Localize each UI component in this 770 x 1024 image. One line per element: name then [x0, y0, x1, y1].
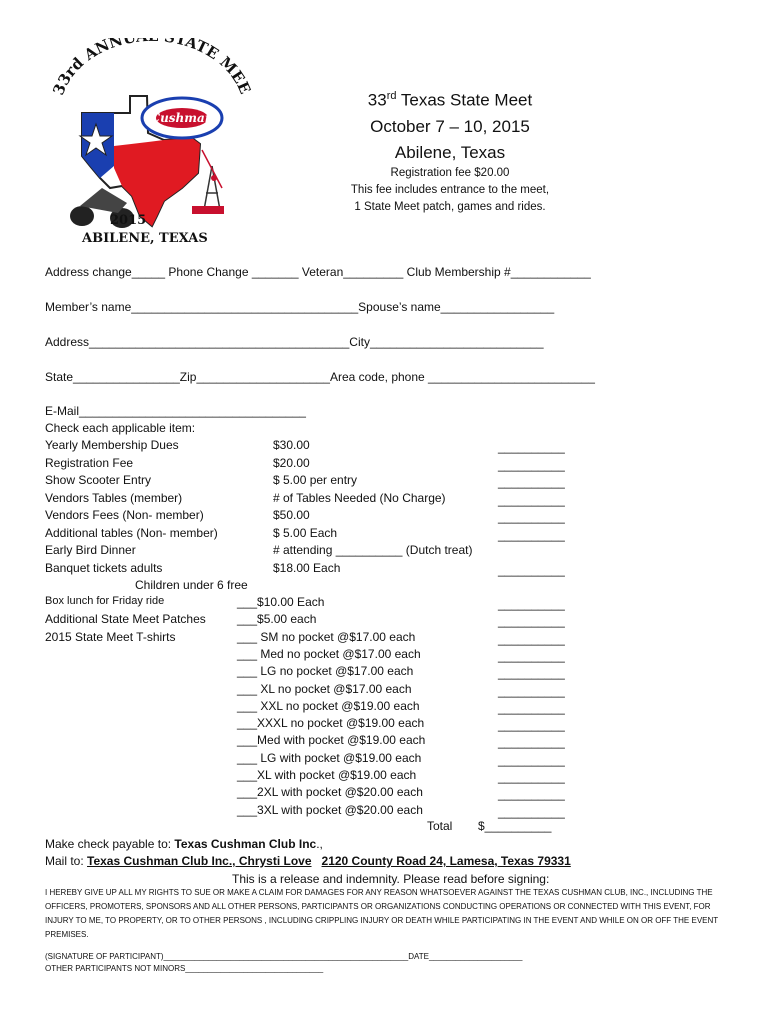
mail-line: Mail to: Texas Cushman Club Inc., Chrysti Love 2120 County Road 24, Lamesa, Texas 79331 [45, 854, 571, 868]
logo-graphic [52, 38, 252, 253]
total-field[interactable]: $__________ [478, 819, 552, 833]
item-label: Vendors Tables (member) [45, 490, 183, 505]
meet-dates: October 7 – 10, 2015 [370, 117, 530, 136]
fee-note: This fee includes entrance to the meet, [350, 184, 550, 196]
logo-year: 2015 [110, 213, 147, 228]
svg-text:33rd ANNUAL STATE MEET [52, 38, 252, 98]
item-label: Registration Fee [45, 455, 134, 470]
item-price: $ 5.00 Each [273, 525, 338, 540]
item-label: Vendors Fees (Non- member) [45, 508, 204, 522]
item-price: ___ XXL no pocket @$19.00 each [237, 698, 420, 713]
state-meet-logo [52, 38, 252, 253]
item-label: Yearly Membership Dues [45, 438, 179, 452]
item-label: Additional tables (Non- member) [45, 525, 218, 540]
item-amount-field[interactable]: __________ [498, 510, 565, 524]
item-amount-field[interactable]: __________ [498, 492, 565, 507]
item-price: ___ XL no pocket @$17.00 each [237, 681, 412, 696]
item-amount-field[interactable]: __________ [498, 440, 565, 454]
fee-includes: 1 State Meet patch, games and rides. [354, 201, 546, 213]
waiver-text: I HEREBY GIVE UP ALL MY RIGHTS TO SUE OR MAKE A CLAIM FOR DAMAGES FOR ANY REASON WHATSOEVER AGAINST THE TEXAS CUSHMAN CLUB, INC., INCLUDING THE OFFICERS, PROMOTERS, SPONSORS AND ALL OTHER PERSONS, PARTICIPANTS OR ORGANIZATIONS CONDUCTING OPERATIONS OR CONNECTED WITH THIS EVENT, FOR INJURY TO ME, TO PROPERTY, OR TO OTHER PERSONS , INCLUDING CRIPPLING INJURY OR DEATH WHILE PARTICIPATING IN THE EVENT AND WHILE ON OR OFF THE EVENT PREMISES. [45, 888, 719, 939]
item-amount-field[interactable]: __________ [498, 457, 565, 472]
item-price: # of Tables Needed (No Charge) [273, 490, 446, 505]
item-price: ___ LG no pocket @$17.00 each [237, 664, 414, 679]
item-price: ___Med with pocket @$19.00 each [237, 733, 426, 748]
item-amount-field[interactable]: __________ [498, 804, 565, 819]
logo-place: ABILENE, TEXAS [82, 231, 208, 246]
item-amount-field[interactable]: __________ [498, 648, 565, 663]
signature-line[interactable]: (SIGNATURE OF PARTICIPANT)_______________________________________________________DATE_____________________ [45, 952, 523, 961]
item-price: ___3XL with pocket @$20.00 each [237, 802, 423, 817]
registration-fee: Registration fee $20.00 [390, 167, 510, 179]
item-price: ___XXXL no pocket @$19.00 each [237, 716, 425, 731]
item-price: ___$5.00 each [237, 612, 317, 627]
item-amount-field[interactable]: __________ [498, 787, 565, 802]
item-amount-field[interactable]: __________ [498, 527, 565, 542]
item-price: $30.00 [273, 438, 310, 452]
row-names[interactable]: Member’s name__________________________________Spouse’s name_________________ [45, 300, 555, 314]
item-amount-field[interactable]: __________ [498, 614, 565, 629]
logo-arc-text: 3rd ANNU TATE ME [54, 38, 249, 89]
release-heading: This is a release and indemnity. Please read before signing: [232, 872, 550, 886]
item-amount-field[interactable]: __________ [498, 752, 565, 767]
item-price: $50.00 [273, 508, 310, 522]
windmill-icon [202, 150, 222, 210]
item-amount-field[interactable]: __________ [498, 718, 565, 733]
item-amount-field[interactable]: __________ [498, 683, 565, 698]
item-price: ___ LG with pocket @$19.00 each [237, 750, 422, 765]
item-amount-field[interactable]: __________ [498, 475, 565, 489]
item-price: ___ SM no pocket @$17.00 each [237, 629, 416, 644]
item-price: ___$10.00 Each [237, 595, 325, 609]
item-amount-field[interactable]: __________ [498, 735, 565, 750]
meet-city: Abilene, Texas [394, 143, 506, 162]
item-label: 2015 State Meet T-shirts [45, 629, 176, 644]
item-price: $18.00 Each [273, 560, 341, 575]
pumpjack-icon [192, 206, 224, 214]
item-label: Additional State Meet Patches [45, 612, 206, 627]
email-field[interactable]: E-Mail__________________________________ [45, 404, 306, 418]
item-amount-field[interactable]: __________ [498, 631, 565, 646]
item-label: Show Scooter Entry [45, 473, 152, 487]
total-label: Total [427, 819, 453, 833]
row-address[interactable]: Address_______________________________________City__________________________ [45, 335, 544, 349]
item-price: $20.00 [273, 455, 310, 470]
item-amount-field[interactable]: __________ [498, 597, 565, 611]
item-price: ___XL with pocket @$19.00 each [237, 768, 417, 782]
item-amount-field[interactable]: __________ [498, 562, 565, 577]
meet-title: 33rd Texas State Meet [367, 90, 533, 110]
check-instructions: Check each applicable item: [45, 421, 196, 435]
item-price: # attending __________ (Dutch treat) [273, 543, 473, 557]
payable-line: Make check payable to: Texas Cushman Club Inc., [45, 837, 323, 851]
item-price: ___ Med no pocket @$17.00 each [237, 646, 421, 661]
item-price: ___2XL with pocket @$20.00 each [237, 785, 423, 800]
item-price: $ 5.00 per entry [273, 473, 358, 487]
item-label: Early Bird Dinner [45, 543, 136, 557]
item-label: Banquet tickets adults [45, 560, 163, 575]
row-change-fields[interactable]: Address change_____ Phone Change _______ Veteran_________ Club Membership #____________ [45, 265, 591, 279]
item-amount-field[interactable]: __________ [498, 700, 565, 715]
row-state-zip[interactable]: State________________Zip____________________Area code, phone _________________________ [45, 370, 595, 384]
item-amount-field[interactable]: __________ [498, 770, 565, 784]
minors-line[interactable]: OTHER PARTICIPANTS NOT MINORS_______________________________ [45, 964, 324, 973]
item-label: Box lunch for Friday ride [45, 595, 165, 607]
children-note: Children under 6 free [135, 578, 248, 592]
badge-text: Cushman [150, 111, 214, 125]
item-amount-field[interactable]: __________ [498, 666, 565, 681]
